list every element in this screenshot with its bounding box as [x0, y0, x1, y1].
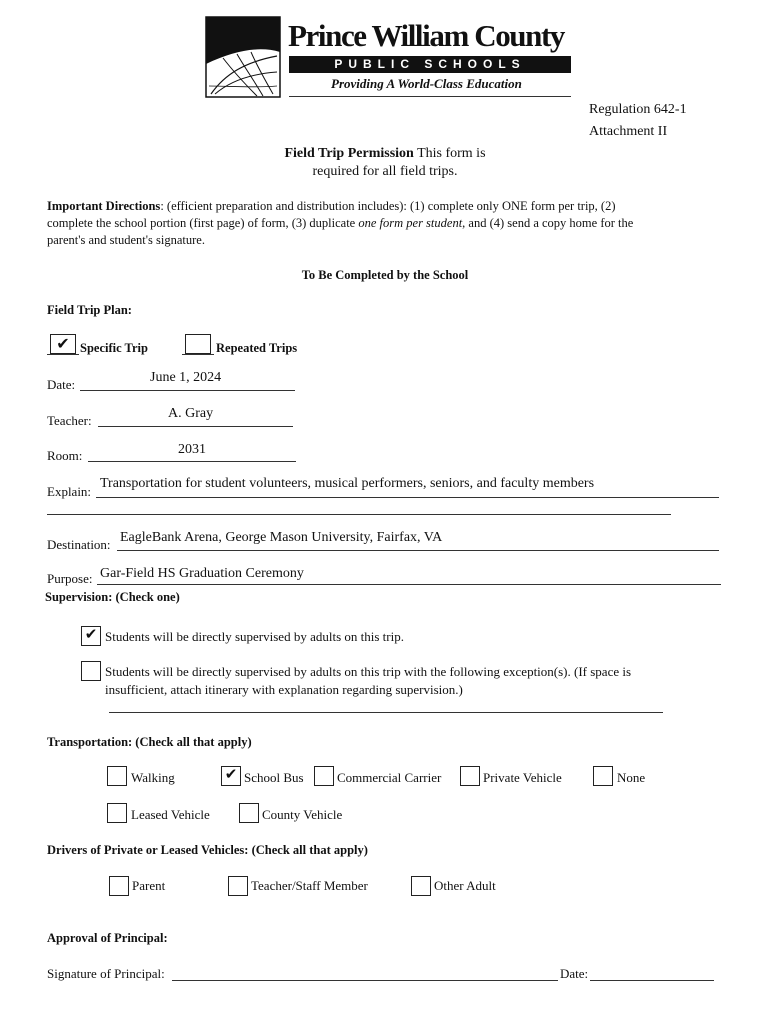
logo-emblem [205, 16, 281, 98]
walking-checkbox[interactable] [107, 766, 127, 786]
supervision-option2-checkbox[interactable] [81, 661, 101, 681]
signature-label: Signature of Principal: [47, 966, 165, 981]
teacher-label: Teacher: [47, 413, 92, 428]
none-label: None [617, 770, 646, 785]
date-field[interactable]: June 1, 2024 [150, 370, 222, 385]
teacher-field[interactable]: A. Gray [168, 406, 214, 421]
commercial-carrier-checkbox[interactable] [314, 766, 334, 786]
tagline: Providing A World-Class Education [331, 76, 522, 91]
purpose-label: Purpose: [47, 571, 93, 586]
destination-field[interactable]: EagleBank Arena, George Mason University, Fairfax, VA [120, 530, 443, 545]
form-title [0, 146, 770, 162]
supervision-option1-checkbox[interactable]: ✔ [81, 626, 101, 646]
teacher-staff-checkbox[interactable] [228, 876, 248, 896]
commercial-carrier-label: Commercial Carrier [337, 770, 442, 785]
approval-date-label: Date: [560, 966, 589, 981]
parent-checkbox[interactable] [109, 876, 129, 896]
form-title-bold: Field Trip Permission [284, 146, 414, 161]
tagline-rule [289, 96, 571, 97]
supervision-label: Supervision: (Check one) [45, 590, 180, 604]
plan-label: Field Trip Plan: [47, 303, 132, 317]
teacher-line [98, 426, 293, 427]
logo [205, 16, 575, 98]
directions-text-1: : (efficient preparation and distribution includes): (1) complete only ONE form per trip, (2) [160, 199, 616, 213]
supervision-option2-label-2: insufficient, attach itinerary with explanation regarding supervision.) [105, 682, 463, 697]
form-title-rest: This form is [413, 146, 486, 161]
regulation-number: Regulation 642-1 [589, 102, 687, 117]
approval-date-line[interactable] [590, 980, 714, 981]
directions-label: Important Directions [47, 199, 161, 213]
specific-trip-underline [47, 354, 79, 355]
drivers-label: Drivers of Private or Leased Vehicles: (Check all that apply) [47, 843, 368, 857]
date-label: Date: [47, 377, 76, 392]
parent-label: Parent [132, 878, 166, 893]
private-vehicle-checkbox[interactable] [460, 766, 480, 786]
supervision-option1-label: Students will be directly supervised by adults on this trip. [105, 629, 404, 644]
teacher-staff-label: Teacher/Staff Member [251, 878, 368, 893]
org-sub: PUBLIC SCHOOLS [334, 57, 526, 71]
specific-trip-label: Specific Trip [80, 341, 148, 355]
leased-vehicle-label: Leased Vehicle [131, 807, 210, 822]
school-section-heading: To Be Completed by the School [301, 268, 469, 282]
purpose-line [97, 584, 721, 585]
supervision-exception-line [109, 712, 663, 713]
other-adult-label: Other Adult [434, 878, 496, 893]
signature-line[interactable] [172, 980, 558, 981]
destination-line [117, 550, 719, 551]
directions-text-2: complete the school portion (first page) of form, (3) duplicate [47, 216, 359, 230]
repeated-trips-label: Repeated Trips [216, 341, 298, 355]
explain-label: Explain: [47, 484, 92, 499]
room-field[interactable]: 2031 [178, 442, 206, 457]
explain-field[interactable]: Transportation for student volunteers, musical performers, seniors, and faculty members [100, 476, 595, 491]
other-adult-checkbox[interactable] [411, 876, 431, 896]
purpose-field[interactable]: Gar-Field HS Graduation Ceremony [100, 566, 304, 581]
walking-label: Walking [131, 770, 175, 785]
directions-text-3: , and (4) send a copy home for the [462, 216, 634, 230]
date-line [80, 390, 295, 391]
directions [47, 198, 747, 249]
specific-trip-checkbox[interactable]: ✔ [50, 334, 76, 354]
approval-label: Approval of Principal: [47, 931, 168, 945]
form-title-line2: required for all field trips. [312, 164, 458, 179]
explain-line [96, 497, 719, 498]
attachment-number: Attachment II [589, 124, 668, 139]
school-bus-label: School Bus [244, 770, 304, 785]
explain-line-2 [47, 514, 671, 515]
school-bus-checkbox[interactable]: ✔ [221, 766, 241, 786]
county-vehicle-checkbox[interactable] [239, 803, 259, 823]
none-checkbox[interactable] [593, 766, 613, 786]
private-vehicle-label: Private Vehicle [483, 770, 562, 785]
repeated-trips-underline [182, 354, 214, 355]
directions-text-4: parent's and student's signature. [47, 233, 205, 247]
county-vehicle-label: County Vehicle [262, 807, 343, 822]
room-line [88, 461, 296, 462]
room-label: Room: [47, 448, 83, 463]
transportation-label: Transportation: (Check all that apply) [47, 735, 252, 749]
directions-italic: one form per student [358, 216, 463, 230]
leased-vehicle-checkbox[interactable] [107, 803, 127, 823]
org-name: Prince William County [288, 18, 565, 53]
destination-label: Destination: [47, 537, 111, 552]
supervision-option2-label-1: Students will be directly supervised by adults on this trip with the following exception(s). (If space is [105, 664, 632, 679]
repeated-trips-checkbox[interactable] [185, 334, 211, 354]
